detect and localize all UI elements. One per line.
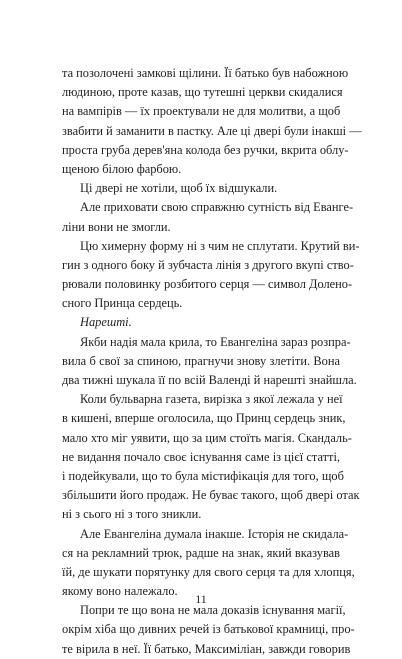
text-line: людиною, проте казав, що тутешні церкви скидалися <box>62 85 343 100</box>
text-line: Ці двері не хотіли, щоб їх відшукали. <box>80 181 278 196</box>
body-text <box>62 64 362 659</box>
text-line: і подейкували, що то була містифікація для того, щоб <box>62 468 344 483</box>
text-line: в кишені, вперше оголосила, що Принц сердець зник, <box>62 411 346 426</box>
text-line: гин з одного боку й зубчаста лінія з другого вкупі ство- <box>62 257 354 272</box>
text-line: на вампірів — їх проектували не для молитви, а щоб <box>62 104 341 119</box>
text-line: те вірила в неї. Її батько, Максиміліан, завжди говорив <box>62 641 351 656</box>
text-line: ліни вони не змогли. <box>62 219 171 234</box>
text-line: Попри те що вона не мала доказів існування магії, <box>80 603 346 618</box>
page-number: 11 <box>195 592 207 606</box>
text-line: збільшити його продаж. Не буває такого, щоб двері отак <box>62 488 360 503</box>
text-line: щеною білою фарбою. <box>62 161 182 176</box>
text-line: вила б свої за спиною, прагнучи знову злетіти. Вона <box>62 353 340 368</box>
text-line: мало хто міг уявити, що за цим стоїть магія. Скандаль- <box>62 430 352 445</box>
text-line: Коли бульварна газета, вирізка з якої лежала у неї <box>80 392 343 407</box>
text-line: Нарешті. <box>80 315 132 330</box>
text-line: Але приховати свою справжню сутність від Еванге- <box>80 200 354 215</box>
text-line: ні з сього ні з того зникли. <box>62 507 202 522</box>
text-line: ся на рекламний трюк, радше на знак, який вказував <box>62 545 340 560</box>
text-line: сного Принца сердець. <box>62 296 183 311</box>
text-line: Цю химерну форму ні з чим не сплутати. Крутий ви- <box>80 238 360 253</box>
text-line: проста груба дерев'яна колода без ручки, вкрита облу- <box>62 142 349 157</box>
text-line: рювали половинку розбитого серця — символ Долено- <box>62 277 353 292</box>
text-line: та позолочені замкові щілини. Її батько був набожною <box>62 66 349 80</box>
text-line: Але Евангеліна думала інакше. Історія не скидала- <box>80 526 349 541</box>
text-line: звабити й заманити в пастку. Але ці двері були інакші — <box>62 123 362 138</box>
text-line: окрім хіба що дивних речей із батькової крамниці, про- <box>62 622 355 637</box>
text-line: не видання почало своє існування саме із цієї статті, <box>62 449 340 464</box>
text-line: Якби надія мала крила, то Евангеліна зараз розпра- <box>80 334 351 349</box>
text-line: два тижні шукала її по всій Валенді й нарешті знайшла. <box>62 373 357 387</box>
text-line: якому воно належало. <box>62 584 178 599</box>
text-line: їй, де шукати порятунку для свого серця та для хлопця, <box>62 564 355 579</box>
